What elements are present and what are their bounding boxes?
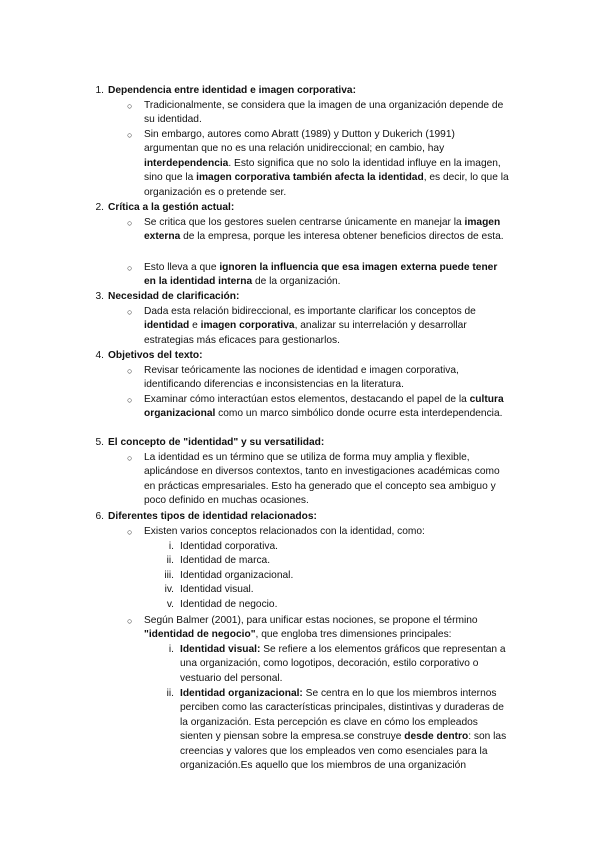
roman-numeral: ii.	[166, 555, 174, 566]
bold-term: imagen corporativa también afecta la identidad	[196, 172, 424, 184]
roman-numeral: v.	[166, 599, 174, 610]
list-item-text: Se centra en lo que los miembros internos perciben como las características principales, distintivas y duraderas de la organización. Esta percepción es clave en cómo los empleados sienten y piensan sobre la empresa.se construye	[180, 688, 504, 743]
bullet-item	[127, 128, 512, 200]
bullet-text: como un marco simbólico donde ocurre esta interdependencia.	[215, 408, 503, 420]
bullet-item	[127, 261, 512, 290]
bullet-circle-icon: ○	[127, 263, 133, 273]
bullet-item	[127, 525, 512, 539]
bullet-text: Existen varios conceptos relacionados con la identidad, como:	[144, 526, 425, 537]
list-item-text: Identidad corporativa.	[180, 541, 278, 552]
bullet-circle-icon: ○	[127, 453, 133, 463]
bullet-circle-icon: ○	[127, 527, 133, 537]
bullet-circle-icon: ○	[127, 218, 133, 228]
list-item	[164, 569, 510, 583]
bullet-text: , analizar su interrelación y desarrollar estrategias más eficaces para gestionarlos.	[144, 320, 467, 346]
bullet-circle-icon: ○	[127, 366, 133, 376]
list-item-text: Identidad organizacional.	[180, 570, 294, 581]
bullet-item	[127, 305, 512, 348]
section-number: 5.	[95, 437, 104, 448]
section-title: El concepto de "identidad" y su versatilidad:	[108, 437, 325, 448]
list-item-text: Identidad de negocio.	[180, 599, 278, 610]
bullet-text: Se critica que los gestores suelen centrarse únicamente en manejar la	[144, 217, 465, 228]
bullet-text: e	[189, 320, 201, 332]
section-number: 4.	[95, 350, 104, 361]
bullet-circle-icon: ○	[127, 101, 133, 111]
bold-term: Identidad organizacional:	[180, 688, 303, 699]
bullet-text: Dada esta relación bidireccional, es importante clarificar los conceptos de	[144, 306, 476, 317]
bullet-item	[127, 393, 512, 422]
roman-numeral: i.	[168, 541, 174, 552]
section-title: Necesidad de clarificación:	[108, 291, 240, 302]
section-title: Dependencia entre identidad e imagen corporativa:	[108, 85, 356, 96]
section-title: Diferentes tipos de identidad relacionados:	[108, 511, 317, 522]
section-1	[95, 84, 528, 98]
roman-numeral: i.	[168, 644, 174, 655]
bullet-text: Revisar teóricamente las nociones de identidad e imagen corporativa, identificando diferencias e inconsistencias en la literatura.	[144, 365, 459, 391]
bullet-text: Sin embargo, autores como Abratt (1989) y Dutton y Dukerich (1991) argumentan que no es una relación unidireccional; en cambio, hay	[144, 129, 455, 155]
bullet-item	[127, 216, 512, 245]
list-item	[166, 554, 510, 568]
list-item-text: : son las creencias y valores que los empleados ven como esenciales para la organización.Es aquello que los miembros de una organización	[180, 731, 507, 772]
list-item	[168, 540, 510, 554]
bold-term: imagen externa	[144, 217, 501, 243]
list-item	[164, 583, 510, 597]
bullet-item	[127, 364, 512, 393]
list-item-text: Identidad visual.	[180, 584, 254, 595]
list-item-text: Se refiere a los elementos gráficos que representan a una organización, como logotipos, decoración, estilo corporativo o vestuario del personal.	[180, 644, 506, 684]
section-5	[95, 436, 528, 450]
bullet-circle-icon: ○	[127, 616, 133, 626]
bullet-text: Según Balmer (2001), para unificar estas nociones, se propone el término	[144, 615, 478, 626]
section-title: Objetivos del texto:	[108, 350, 203, 361]
bullet-text: La identidad es un término que se utiliza de forma muy amplia y flexible, aplicándose en diversos contextos, tanto en investigaciones académicas como en prácticas empresariales. Esto ha generado que el concepto sea ambiguo y poco definido en muchas ocasiones.	[144, 452, 500, 507]
bold-term: "identidad de negocio"	[144, 629, 256, 641]
bullet-circle-icon: ○	[127, 130, 133, 140]
section-6	[95, 510, 528, 524]
bold-term: desde dentro	[404, 731, 469, 743]
section-2	[95, 201, 528, 215]
bullet-text: de la organización.	[252, 276, 341, 288]
bullet-circle-icon: ○	[127, 307, 133, 317]
bold-term: identidad	[144, 320, 190, 332]
bold-term: imagen corporativa	[200, 320, 295, 332]
roman-numeral: iii.	[164, 570, 174, 581]
bullet-text: Esto lleva a que	[144, 262, 220, 273]
bold-term: ignoren la influencia que esa imagen externa puede tener en la identidad interna	[144, 262, 498, 288]
list-item	[168, 643, 510, 686]
bold-term: cultura organizacional	[144, 394, 504, 420]
section-number: 2.	[95, 202, 104, 213]
list-item-text: Identidad de marca.	[180, 555, 271, 566]
bold-term: interdependencia	[144, 157, 229, 169]
list-item	[166, 598, 510, 612]
bullet-text: Examinar cómo interactúan estos elementos, destacando el papel de la	[144, 394, 470, 405]
roman-numeral: iv.	[164, 584, 174, 595]
bullet-item	[127, 451, 512, 509]
bullet-item	[127, 99, 512, 128]
section-number: 3.	[95, 291, 104, 302]
bullet-circle-icon: ○	[127, 395, 133, 405]
bold-term: Identidad visual:	[180, 644, 261, 655]
section-number: 6.	[95, 511, 104, 522]
bullet-text: de la empresa, porque les interesa obtener beneficios directos de esta.	[180, 231, 504, 243]
roman-numeral: ii.	[166, 688, 174, 699]
section-title: Crítica a la gestión actual:	[108, 202, 235, 213]
section-4	[95, 349, 528, 363]
bullet-text: , que engloba tres dimensiones principales:	[255, 629, 452, 641]
bullet-text: , es decir, lo que la organización es o pretende ser.	[144, 172, 509, 198]
section-3	[95, 290, 528, 304]
list-item	[166, 687, 510, 773]
bullet-item	[127, 614, 512, 643]
bullet-text: Tradicionalmente, se considera que la imagen de una organización depende de su identidad.	[144, 100, 504, 126]
bullet-text: . Esto significa que no solo la identidad influye en la imagen, sino que la	[144, 157, 501, 184]
section-number: 1.	[95, 85, 104, 96]
